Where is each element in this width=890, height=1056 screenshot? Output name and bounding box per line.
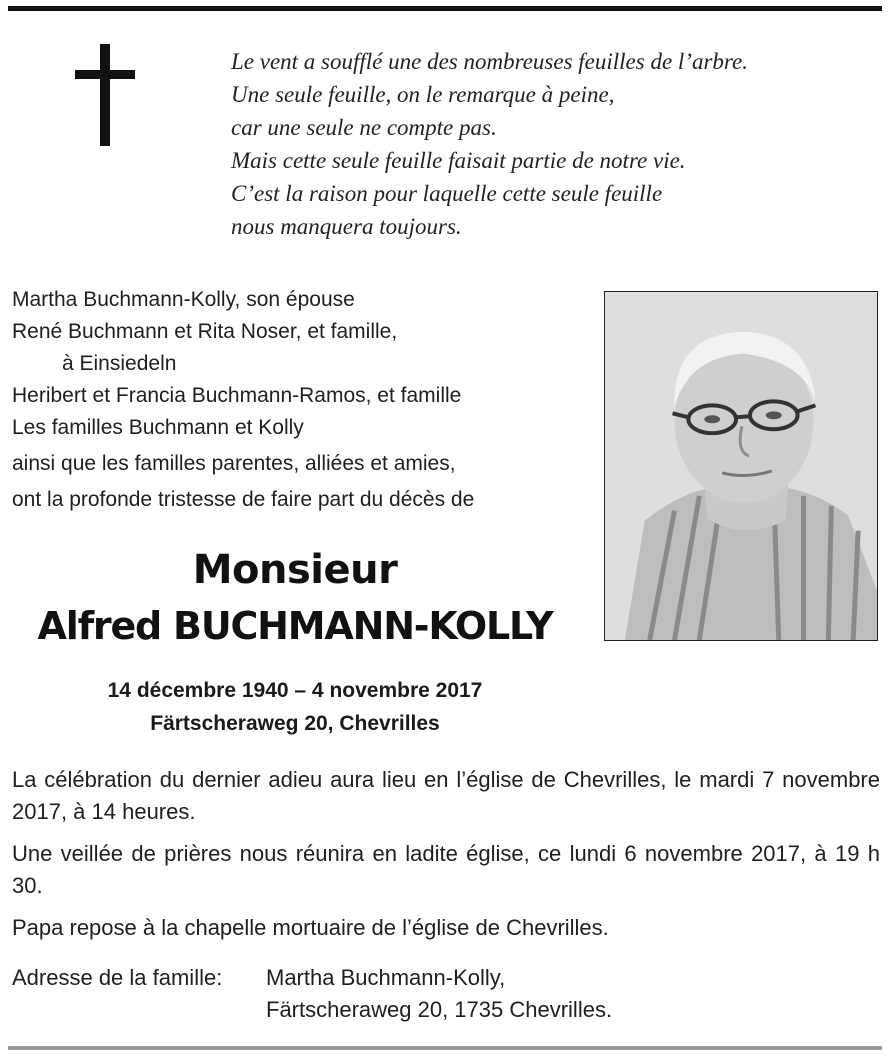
- poem-line: Une seule feuille, on le remarque à peine,: [231, 82, 615, 107]
- family-line: Heribert et Francia Buchmann-Ramos, et famille: [12, 384, 462, 407]
- poem-line: nous manquera toujours.: [231, 214, 462, 239]
- poem-line: car une seule ne compte pas.: [231, 115, 497, 140]
- poem: [231, 45, 871, 243]
- life-dates: 14 décembre 1940 – 4 novembre 2017: [107, 679, 483, 702]
- family-line: à Einsiedeln: [62, 352, 177, 375]
- family-list: [12, 284, 602, 516]
- poem-line: C’est la raison pour laquelle cette seule feuille: [231, 181, 663, 206]
- deceased-address: Färtscheraweg 20, Chevrilles: [150, 712, 440, 735]
- poem-line: Le vent a soufflé une des nombreuses feuilles de l’arbre.: [231, 49, 748, 74]
- family-address-label: Adresse de la famille:: [12, 965, 223, 990]
- ceremony-info: [12, 764, 880, 954]
- cross-icon: [75, 44, 135, 146]
- top-rule: [8, 6, 882, 11]
- deceased-name: Alfred BUCHMANN-KOLLY: [37, 604, 553, 648]
- repose-text: Papa repose à la chapelle mortuaire de l’église de Chevrilles.: [12, 915, 609, 940]
- salutation: Monsieur: [192, 547, 398, 593]
- bottom-rule: [8, 1046, 882, 1050]
- life-dates-block: [0, 674, 590, 740]
- vigil-text: Une veillée de prières nous réunira en ladite église, ce lundi 6 novembre 2017, à 19 h 30.: [12, 841, 880, 898]
- family-address-line: Färtscheraweg 20, 1735 Chevrilles.: [266, 997, 613, 1022]
- ceremony-text: La célébration du dernier adieu aura lieu en l’église de Chevrilles, le mardi 7 novembre 2017, à 14 heures.: [12, 767, 880, 824]
- portrait-photo: [604, 291, 878, 641]
- family-address-line: Martha Buchmann-Kolly,: [266, 965, 506, 990]
- family-line: René Buchmann et Rita Noser, et famille,: [12, 320, 398, 343]
- family-line: Les familles Buchmann et Kolly: [12, 416, 304, 439]
- deceased-name-block: [0, 542, 590, 654]
- poem-line: Mais cette seule feuille faisait partie de notre vie.: [231, 148, 686, 173]
- relatives-line: ainsi que les familles parentes, alliées et amies,: [12, 452, 456, 475]
- announcement-line: ont la profonde tristesse de faire part du décès de: [12, 488, 475, 511]
- family-line: Martha Buchmann-Kolly, son épouse: [12, 288, 355, 311]
